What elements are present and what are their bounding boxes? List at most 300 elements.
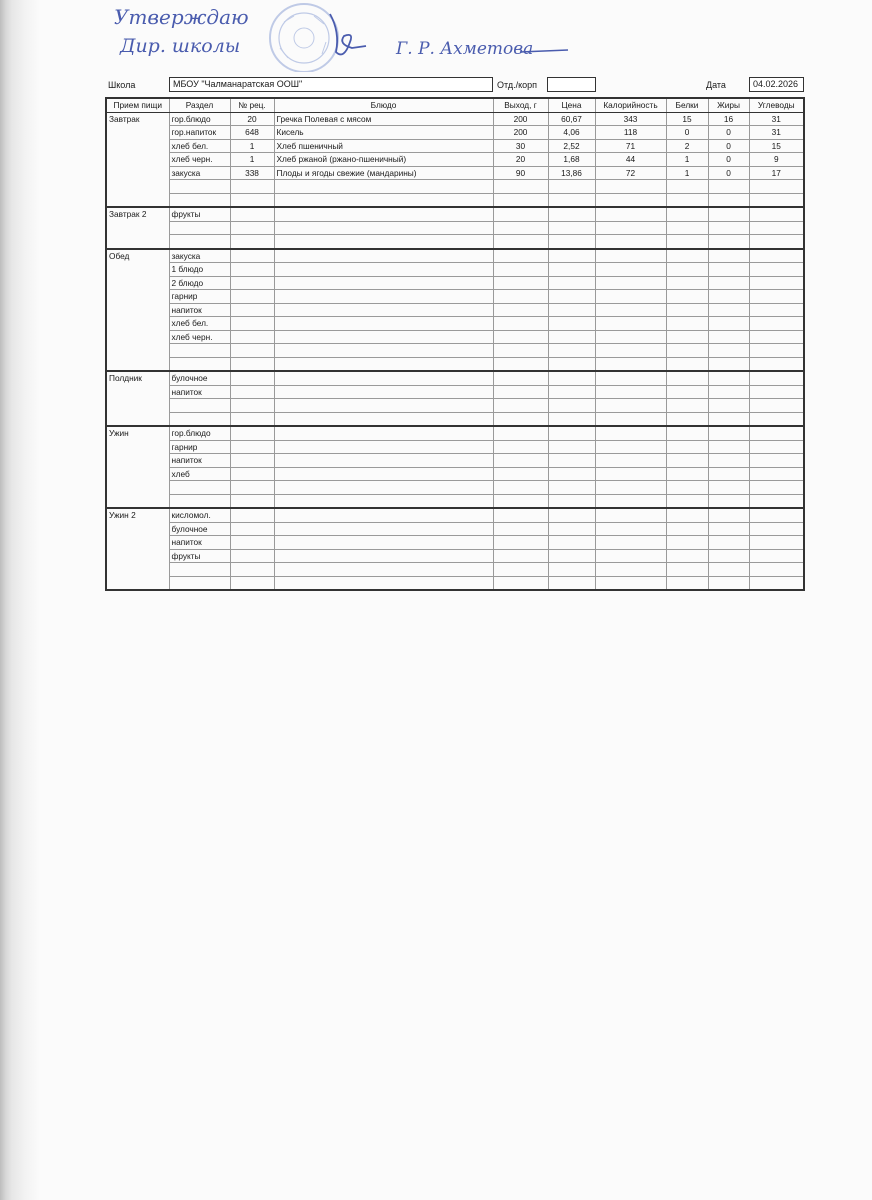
dish-cell[interactable] [274, 440, 493, 454]
carbs-cell[interactable] [749, 536, 804, 550]
fat-cell[interactable] [708, 549, 749, 563]
carbs-cell[interactable] [749, 494, 804, 508]
yield-cell[interactable] [493, 467, 548, 481]
carbs-cell[interactable] [749, 385, 804, 399]
fat-cell[interactable] [708, 344, 749, 358]
carbs-cell[interactable] [749, 508, 804, 522]
recipe-cell[interactable] [230, 207, 274, 221]
fat-cell[interactable] [708, 481, 749, 495]
fat-cell[interactable] [708, 330, 749, 344]
price-cell[interactable] [548, 180, 595, 194]
section-cell[interactable]: хлеб бел. [169, 139, 230, 153]
carbs-cell[interactable] [749, 235, 804, 249]
protein-cell[interactable] [666, 508, 708, 522]
recipe-cell[interactable] [230, 508, 274, 522]
kcal-cell[interactable] [595, 263, 666, 277]
yield-cell[interactable] [493, 440, 548, 454]
yield-cell[interactable] [493, 249, 548, 263]
yield-cell[interactable]: 90 [493, 166, 548, 180]
section-cell[interactable]: гарнир [169, 440, 230, 454]
section-cell[interactable]: 2 блюдо [169, 276, 230, 290]
fat-cell[interactable] [708, 536, 749, 550]
fat-cell[interactable] [708, 508, 749, 522]
dish-cell[interactable] [274, 454, 493, 468]
yield-cell[interactable]: 20 [493, 153, 548, 167]
yield-cell[interactable] [493, 399, 548, 413]
protein-cell[interactable] [666, 412, 708, 426]
recipe-cell[interactable] [230, 481, 274, 495]
carbs-cell[interactable] [749, 180, 804, 194]
recipe-cell[interactable] [230, 494, 274, 508]
price-cell[interactable] [548, 290, 595, 304]
yield-cell[interactable] [493, 276, 548, 290]
yield-cell[interactable] [493, 412, 548, 426]
yield-cell[interactable] [493, 344, 548, 358]
kcal-cell[interactable] [595, 221, 666, 235]
kcal-cell[interactable] [595, 207, 666, 221]
kcal-cell[interactable] [595, 563, 666, 577]
dish-cell[interactable] [274, 221, 493, 235]
section-cell[interactable]: фрукты [169, 207, 230, 221]
section-cell[interactable]: напиток [169, 454, 230, 468]
price-cell[interactable] [548, 385, 595, 399]
protein-cell[interactable] [666, 576, 708, 590]
recipe-cell[interactable] [230, 440, 274, 454]
fat-cell[interactable] [708, 522, 749, 536]
protein-cell[interactable] [666, 522, 708, 536]
price-cell[interactable] [548, 371, 595, 385]
dish-cell[interactable] [274, 344, 493, 358]
fat-cell[interactable] [708, 207, 749, 221]
kcal-cell[interactable] [595, 235, 666, 249]
carbs-cell[interactable] [749, 290, 804, 304]
price-cell[interactable] [548, 549, 595, 563]
recipe-cell[interactable] [230, 576, 274, 590]
dish-cell[interactable] [274, 576, 493, 590]
kcal-cell[interactable] [595, 180, 666, 194]
section-cell[interactable] [169, 221, 230, 235]
dish-cell[interactable] [274, 303, 493, 317]
carbs-cell[interactable]: 31 [749, 112, 804, 126]
protein-cell[interactable] [666, 385, 708, 399]
kcal-cell[interactable] [595, 508, 666, 522]
protein-cell[interactable] [666, 467, 708, 481]
kcal-cell[interactable] [595, 371, 666, 385]
section-cell[interactable] [169, 494, 230, 508]
carbs-cell[interactable] [749, 426, 804, 440]
yield-cell[interactable] [493, 563, 548, 577]
yield-cell[interactable] [493, 481, 548, 495]
recipe-cell[interactable] [230, 357, 274, 371]
section-cell[interactable]: гор.блюдо [169, 426, 230, 440]
kcal-cell[interactable] [595, 330, 666, 344]
yield-cell[interactable] [493, 385, 548, 399]
price-cell[interactable] [548, 536, 595, 550]
kcal-cell[interactable]: 343 [595, 112, 666, 126]
fat-cell[interactable] [708, 303, 749, 317]
protein-cell[interactable] [666, 399, 708, 413]
dish-cell[interactable] [274, 330, 493, 344]
recipe-cell[interactable] [230, 221, 274, 235]
recipe-cell[interactable] [230, 467, 274, 481]
yield-cell[interactable] [493, 549, 548, 563]
carbs-cell[interactable] [749, 371, 804, 385]
price-cell[interactable] [548, 576, 595, 590]
yield-cell[interactable]: 30 [493, 139, 548, 153]
carbs-cell[interactable] [749, 263, 804, 277]
section-cell[interactable] [169, 180, 230, 194]
fat-cell[interactable] [708, 276, 749, 290]
yield-cell[interactable] [493, 317, 548, 331]
section-cell[interactable]: гор.напиток [169, 126, 230, 140]
kcal-cell[interactable]: 71 [595, 139, 666, 153]
protein-cell[interactable] [666, 536, 708, 550]
dish-cell[interactable] [274, 426, 493, 440]
carbs-cell[interactable]: 15 [749, 139, 804, 153]
recipe-cell[interactable] [230, 249, 274, 263]
recipe-cell[interactable] [230, 263, 274, 277]
section-cell[interactable]: хлеб черн. [169, 153, 230, 167]
protein-cell[interactable] [666, 180, 708, 194]
yield-cell[interactable] [493, 357, 548, 371]
protein-cell[interactable]: 0 [666, 126, 708, 140]
price-cell[interactable] [548, 221, 595, 235]
recipe-cell[interactable]: 1 [230, 153, 274, 167]
dish-cell[interactable] [274, 494, 493, 508]
protein-cell[interactable] [666, 249, 708, 263]
recipe-cell[interactable] [230, 317, 274, 331]
recipe-cell[interactable] [230, 536, 274, 550]
section-cell[interactable]: напиток [169, 536, 230, 550]
price-cell[interactable] [548, 399, 595, 413]
fat-cell[interactable] [708, 221, 749, 235]
price-cell[interactable] [548, 317, 595, 331]
price-cell[interactable] [548, 522, 595, 536]
recipe-cell[interactable] [230, 399, 274, 413]
protein-cell[interactable]: 15 [666, 112, 708, 126]
kcal-cell[interactable] [595, 344, 666, 358]
carbs-cell[interactable] [749, 549, 804, 563]
dish-cell[interactable] [274, 399, 493, 413]
dish-cell[interactable]: Хлеб ржаной (ржано-пшеничный) [274, 153, 493, 167]
protein-cell[interactable] [666, 263, 708, 277]
price-cell[interactable] [548, 249, 595, 263]
dish-cell[interactable] [274, 235, 493, 249]
kcal-cell[interactable] [595, 385, 666, 399]
price-cell[interactable]: 4,06 [548, 126, 595, 140]
price-cell[interactable] [548, 235, 595, 249]
protein-cell[interactable] [666, 371, 708, 385]
protein-cell[interactable] [666, 481, 708, 495]
price-cell[interactable]: 2,52 [548, 139, 595, 153]
dish-cell[interactable] [274, 385, 493, 399]
price-cell[interactable] [548, 276, 595, 290]
price-cell[interactable] [548, 303, 595, 317]
price-cell[interactable] [548, 508, 595, 522]
carbs-cell[interactable]: 31 [749, 126, 804, 140]
price-cell[interactable] [548, 440, 595, 454]
dish-cell[interactable] [274, 263, 493, 277]
protein-cell[interactable] [666, 207, 708, 221]
kcal-cell[interactable] [595, 467, 666, 481]
section-cell[interactable] [169, 576, 230, 590]
protein-cell[interactable] [666, 317, 708, 331]
fat-cell[interactable] [708, 467, 749, 481]
kcal-cell[interactable]: 118 [595, 126, 666, 140]
fat-cell[interactable]: 0 [708, 126, 749, 140]
price-cell[interactable] [548, 412, 595, 426]
fat-cell[interactable]: 16 [708, 112, 749, 126]
carbs-cell[interactable] [749, 454, 804, 468]
kcal-cell[interactable] [595, 536, 666, 550]
carbs-cell[interactable] [749, 412, 804, 426]
recipe-cell[interactable] [230, 412, 274, 426]
section-cell[interactable] [169, 193, 230, 207]
recipe-cell[interactable] [230, 330, 274, 344]
dish-cell[interactable] [274, 412, 493, 426]
dish-cell[interactable] [274, 357, 493, 371]
protein-cell[interactable] [666, 193, 708, 207]
fat-cell[interactable] [708, 193, 749, 207]
section-cell[interactable] [169, 412, 230, 426]
carbs-cell[interactable]: 9 [749, 153, 804, 167]
kcal-cell[interactable] [595, 249, 666, 263]
dish-cell[interactable] [274, 207, 493, 221]
carbs-cell[interactable] [749, 344, 804, 358]
kcal-cell[interactable] [595, 303, 666, 317]
section-cell[interactable]: хлеб [169, 467, 230, 481]
yield-cell[interactable] [493, 576, 548, 590]
dish-cell[interactable] [274, 371, 493, 385]
recipe-cell[interactable] [230, 303, 274, 317]
yield-cell[interactable] [493, 193, 548, 207]
yield-cell[interactable] [493, 221, 548, 235]
price-cell[interactable]: 13,86 [548, 166, 595, 180]
dept-field[interactable] [547, 77, 596, 92]
section-cell[interactable] [169, 357, 230, 371]
section-cell[interactable] [169, 399, 230, 413]
price-cell[interactable] [548, 563, 595, 577]
recipe-cell[interactable] [230, 454, 274, 468]
yield-cell[interactable] [493, 235, 548, 249]
carbs-cell[interactable] [749, 563, 804, 577]
section-cell[interactable]: закуска [169, 166, 230, 180]
carbs-cell[interactable] [749, 330, 804, 344]
price-cell[interactable] [548, 481, 595, 495]
dish-cell[interactable]: Кисель [274, 126, 493, 140]
protein-cell[interactable] [666, 221, 708, 235]
protein-cell[interactable]: 1 [666, 153, 708, 167]
recipe-cell[interactable]: 648 [230, 126, 274, 140]
recipe-cell[interactable] [230, 344, 274, 358]
fat-cell[interactable]: 0 [708, 153, 749, 167]
protein-cell[interactable] [666, 454, 708, 468]
fat-cell[interactable]: 0 [708, 139, 749, 153]
section-cell[interactable]: закуска [169, 249, 230, 263]
price-cell[interactable] [548, 426, 595, 440]
section-cell[interactable]: кисломол. [169, 508, 230, 522]
price-cell[interactable] [548, 193, 595, 207]
recipe-cell[interactable] [230, 563, 274, 577]
dish-cell[interactable] [274, 290, 493, 304]
fat-cell[interactable] [708, 494, 749, 508]
school-name-field[interactable]: МБОУ "Чалманаратская ООШ" [169, 77, 493, 92]
fat-cell[interactable] [708, 454, 749, 468]
section-cell[interactable]: 1 блюдо [169, 263, 230, 277]
fat-cell[interactable] [708, 412, 749, 426]
carbs-cell[interactable] [749, 276, 804, 290]
price-cell[interactable] [548, 344, 595, 358]
carbs-cell[interactable] [749, 249, 804, 263]
protein-cell[interactable] [666, 494, 708, 508]
protein-cell[interactable] [666, 290, 708, 304]
fat-cell[interactable] [708, 399, 749, 413]
section-cell[interactable]: булочное [169, 522, 230, 536]
price-cell[interactable] [548, 207, 595, 221]
dish-cell[interactable] [274, 317, 493, 331]
protein-cell[interactable] [666, 563, 708, 577]
dish-cell[interactable] [274, 563, 493, 577]
yield-cell[interactable] [493, 180, 548, 194]
carbs-cell[interactable] [749, 303, 804, 317]
kcal-cell[interactable]: 44 [595, 153, 666, 167]
yield-cell[interactable] [493, 207, 548, 221]
recipe-cell[interactable]: 338 [230, 166, 274, 180]
yield-cell[interactable] [493, 290, 548, 304]
section-cell[interactable]: гарнир [169, 290, 230, 304]
kcal-cell[interactable]: 72 [595, 166, 666, 180]
price-cell[interactable]: 1,68 [548, 153, 595, 167]
carbs-cell[interactable] [749, 317, 804, 331]
dish-cell[interactable]: Гречка Полевая с мясом [274, 112, 493, 126]
protein-cell[interactable]: 2 [666, 139, 708, 153]
recipe-cell[interactable] [230, 385, 274, 399]
protein-cell[interactable]: 1 [666, 166, 708, 180]
dish-cell[interactable] [274, 481, 493, 495]
recipe-cell[interactable] [230, 235, 274, 249]
dish-cell[interactable]: Плоды и ягоды свежие (мандарины) [274, 166, 493, 180]
kcal-cell[interactable] [595, 193, 666, 207]
carbs-cell[interactable] [749, 576, 804, 590]
fat-cell[interactable] [708, 371, 749, 385]
yield-cell[interactable] [493, 303, 548, 317]
protein-cell[interactable] [666, 440, 708, 454]
fat-cell[interactable] [708, 440, 749, 454]
kcal-cell[interactable] [595, 357, 666, 371]
dish-cell[interactable] [274, 467, 493, 481]
carbs-cell[interactable] [749, 467, 804, 481]
yield-cell[interactable] [493, 494, 548, 508]
price-cell[interactable] [548, 330, 595, 344]
price-cell[interactable] [548, 263, 595, 277]
carbs-cell[interactable] [749, 357, 804, 371]
recipe-cell[interactable] [230, 371, 274, 385]
kcal-cell[interactable] [595, 481, 666, 495]
dish-cell[interactable] [274, 249, 493, 263]
recipe-cell[interactable] [230, 522, 274, 536]
section-cell[interactable]: напиток [169, 303, 230, 317]
kcal-cell[interactable] [595, 276, 666, 290]
protein-cell[interactable] [666, 357, 708, 371]
recipe-cell[interactable]: 20 [230, 112, 274, 126]
kcal-cell[interactable] [595, 522, 666, 536]
recipe-cell[interactable] [230, 276, 274, 290]
dish-cell[interactable] [274, 522, 493, 536]
yield-cell[interactable]: 200 [493, 126, 548, 140]
kcal-cell[interactable] [595, 412, 666, 426]
section-cell[interactable] [169, 481, 230, 495]
kcal-cell[interactable] [595, 494, 666, 508]
section-cell[interactable] [169, 344, 230, 358]
fat-cell[interactable] [708, 180, 749, 194]
yield-cell[interactable] [493, 522, 548, 536]
fat-cell[interactable]: 0 [708, 166, 749, 180]
price-cell[interactable]: 60,67 [548, 112, 595, 126]
price-cell[interactable] [548, 494, 595, 508]
section-cell[interactable] [169, 235, 230, 249]
kcal-cell[interactable] [595, 317, 666, 331]
dish-cell[interactable] [274, 193, 493, 207]
kcal-cell[interactable] [595, 290, 666, 304]
section-cell[interactable]: напиток [169, 385, 230, 399]
recipe-cell[interactable] [230, 180, 274, 194]
price-cell[interactable] [548, 357, 595, 371]
yield-cell[interactable] [493, 263, 548, 277]
recipe-cell[interactable] [230, 549, 274, 563]
price-cell[interactable] [548, 454, 595, 468]
fat-cell[interactable] [708, 357, 749, 371]
recipe-cell[interactable] [230, 426, 274, 440]
dish-cell[interactable] [274, 180, 493, 194]
dish-cell[interactable] [274, 508, 493, 522]
recipe-cell[interactable] [230, 193, 274, 207]
date-field[interactable]: 04.02.2026 [749, 77, 804, 92]
fat-cell[interactable] [708, 290, 749, 304]
yield-cell[interactable] [493, 508, 548, 522]
section-cell[interactable] [169, 563, 230, 577]
dish-cell[interactable] [274, 549, 493, 563]
section-cell[interactable]: гор.блюдо [169, 112, 230, 126]
dish-cell[interactable] [274, 276, 493, 290]
dish-cell[interactable] [274, 536, 493, 550]
protein-cell[interactable] [666, 303, 708, 317]
yield-cell[interactable] [493, 426, 548, 440]
carbs-cell[interactable] [749, 193, 804, 207]
yield-cell[interactable] [493, 454, 548, 468]
protein-cell[interactable] [666, 426, 708, 440]
carbs-cell[interactable] [749, 522, 804, 536]
section-cell[interactable]: булочное [169, 371, 230, 385]
kcal-cell[interactable] [595, 399, 666, 413]
carbs-cell[interactable]: 17 [749, 166, 804, 180]
section-cell[interactable]: фрукты [169, 549, 230, 563]
kcal-cell[interactable] [595, 440, 666, 454]
fat-cell[interactable] [708, 563, 749, 577]
fat-cell[interactable] [708, 263, 749, 277]
protein-cell[interactable] [666, 344, 708, 358]
section-cell[interactable]: хлеб черн. [169, 330, 230, 344]
protein-cell[interactable] [666, 549, 708, 563]
kcal-cell[interactable] [595, 549, 666, 563]
yield-cell[interactable] [493, 371, 548, 385]
fat-cell[interactable] [708, 249, 749, 263]
yield-cell[interactable] [493, 330, 548, 344]
protein-cell[interactable] [666, 330, 708, 344]
yield-cell[interactable]: 200 [493, 112, 548, 126]
carbs-cell[interactable] [749, 207, 804, 221]
recipe-cell[interactable] [230, 290, 274, 304]
carbs-cell[interactable] [749, 481, 804, 495]
